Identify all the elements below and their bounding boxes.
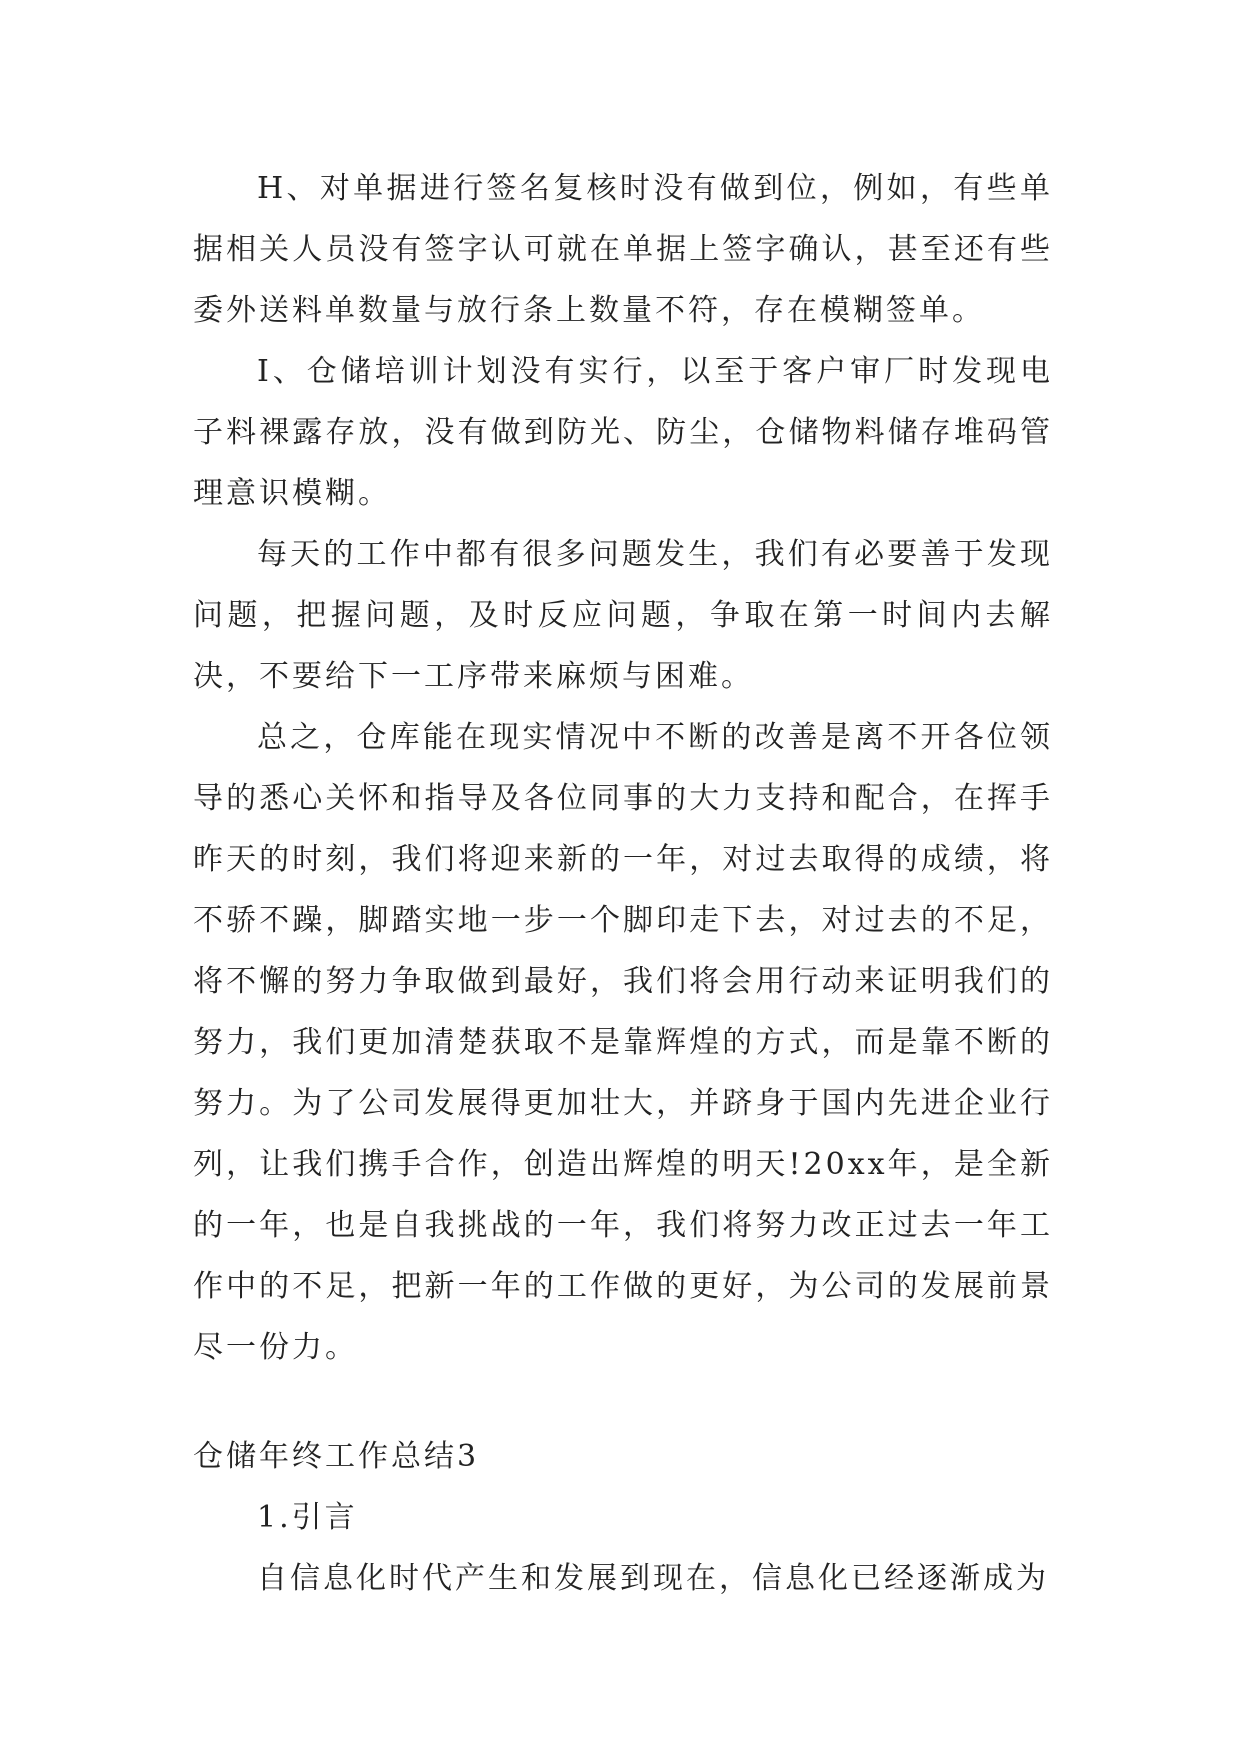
paragraph-daily-problems: 每天的工作中都有很多问题发生，我们有必要善于发现问题，把握问题，及时反应问题，争取在第一时间内去解决，不要给下一工序带来麻烦与困难。 [193, 537, 1053, 694]
paragraph-summary: 总之，仓库能在现实情况中不断的改善是离不开各位领导的悉心关怀和指导及各位同事的大力支持和配合，在挥手昨天的时刻，我们将迎来新的一年，对过去取得的成绩，将不骄不躁，脚踏实地一步一个脚印走下去，对过去的不足，将不懈的努力争取做到最好，我们将会用行动来证明我们的努力，我们更加清楚获取不是靠辉煌的方式，而是靠不断的努力。为了公司发展得更加壮大，并跻身于国内先进企业行列，让我们携手合作，创造出辉煌的明天!20xx年，是全新的一年，也是自我挑战的一年，我们将努力改正过去一年工作中的不足，把新一年的工作做的更好，为公司的发展前景尽一份力。 [193, 720, 1053, 1365]
document-body [193, 158, 1053, 1609]
subsection-title: 1.引言 [257, 1500, 358, 1535]
paragraph-i-storage-training: I、仓储培训计划没有实行，以至于客户审厂时发现电子料裸露存放，没有做到防光、防尘，仓储物料储存堆码管理意识模糊。 [193, 354, 1053, 511]
paragraph-h-signature-review: H、对单据进行签名复核时没有做到位，例如，有些单据相关人员没有签字认可就在单据上签字确认，甚至还有些委外送料单数量与放行条上数量不符，存在模糊签单。 [193, 171, 1053, 328]
section-title: 仓储年终工作总结3 [193, 1439, 480, 1474]
paragraph-intro: 自信息化时代产生和发展到现在，信息化已经逐渐成为 [257, 1561, 1049, 1596]
